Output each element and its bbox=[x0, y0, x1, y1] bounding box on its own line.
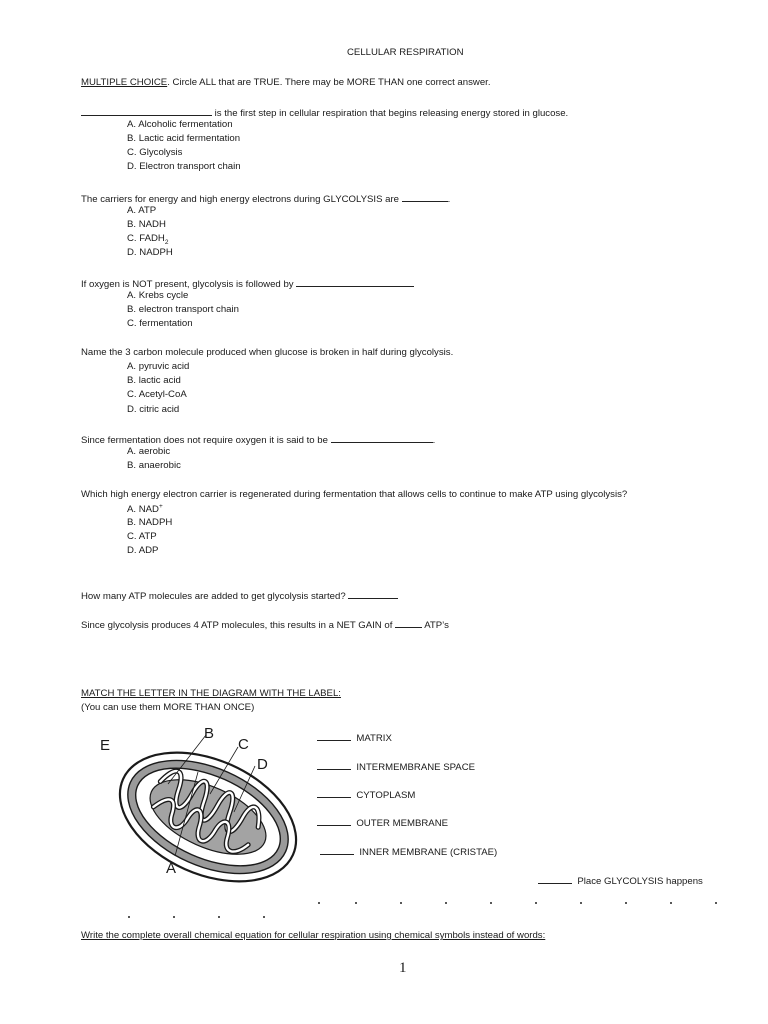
option[interactable]: B. lactic acid bbox=[127, 375, 181, 386]
answer-blank[interactable] bbox=[81, 105, 212, 116]
question-5 bbox=[81, 432, 435, 446]
separator-dot bbox=[670, 902, 672, 904]
answer-blank[interactable] bbox=[348, 588, 398, 599]
option[interactable]: C. ATP bbox=[127, 531, 157, 542]
separator-dot bbox=[173, 916, 175, 918]
option[interactable]: B. anaerobic bbox=[127, 460, 181, 471]
answer-blank[interactable] bbox=[320, 844, 354, 855]
option[interactable]: A. Alcoholic fermentation bbox=[127, 119, 233, 130]
answer-blank[interactable] bbox=[317, 759, 351, 770]
match-row bbox=[320, 844, 497, 858]
match-row bbox=[317, 815, 448, 829]
answer-blank[interactable] bbox=[317, 787, 351, 798]
match-label: INTERMEMBRANE SPACE bbox=[356, 762, 476, 773]
answer-blank[interactable] bbox=[317, 815, 351, 826]
match-row-glycolysis bbox=[538, 873, 703, 887]
answer-blank[interactable] bbox=[538, 873, 572, 884]
question-text: The carriers for energy and high energy electrons during GLYCOLYSIS are bbox=[81, 194, 402, 205]
option[interactable]: A. aerobic bbox=[127, 446, 171, 457]
answer-blank[interactable] bbox=[331, 432, 433, 443]
question-text: is the first step in cellular respiration that begins releasing energy stored in glucose. bbox=[212, 108, 569, 119]
question-1 bbox=[81, 105, 568, 119]
superscript: + bbox=[159, 503, 163, 510]
option[interactable]: C. Acetyl-CoA bbox=[127, 389, 187, 400]
short-question-1 bbox=[81, 588, 398, 602]
instructions bbox=[81, 77, 490, 88]
question-4: Name the 3 carbon molecule produced when glucose is broken in half during glycolysis. bbox=[81, 347, 454, 358]
question-6: Which high energy electron carrier is regenerated during fermentation that allows cells to continue to make ATP using glycolysis? bbox=[81, 489, 628, 500]
separator-dot bbox=[128, 916, 130, 918]
option-text: A. NAD bbox=[127, 504, 159, 516]
option[interactable]: D. NADPH bbox=[127, 247, 173, 258]
separator-dot bbox=[715, 902, 717, 904]
matching-subheading: (You can use them MORE THAN ONCE) bbox=[81, 702, 255, 713]
question-text-end: ATP’s bbox=[422, 620, 449, 631]
option[interactable] bbox=[127, 503, 163, 515]
separator-dot bbox=[263, 916, 265, 918]
separator-dot bbox=[400, 902, 402, 904]
option[interactable]: C. fermentation bbox=[127, 318, 193, 329]
matching-heading: MATCH THE LETTER IN THE DIAGRAM WITH THE LABEL: bbox=[81, 688, 341, 699]
option[interactable]: D. citric acid bbox=[127, 404, 180, 415]
page-number: 1 bbox=[399, 960, 407, 976]
separator-dot bbox=[625, 902, 627, 904]
answer-blank[interactable] bbox=[402, 191, 448, 202]
separator-dot bbox=[218, 916, 220, 918]
match-label: INNER MEMBRANE (CRISTAE) bbox=[359, 847, 498, 858]
diagram-letter-d: D bbox=[257, 756, 268, 773]
separator-dot bbox=[445, 902, 447, 904]
question-3 bbox=[81, 276, 414, 290]
subscript: 2 bbox=[164, 238, 169, 246]
option[interactable]: A. Krebs cycle bbox=[127, 290, 189, 301]
option[interactable]: B. NADH bbox=[127, 219, 166, 230]
separator-dot bbox=[355, 902, 357, 904]
question-2 bbox=[81, 191, 450, 205]
separator-dot bbox=[490, 902, 492, 904]
answer-blank[interactable] bbox=[395, 617, 422, 628]
match-label: Place GLYCOLYSIS happens bbox=[577, 876, 703, 887]
page-title: CELLULAR RESPIRATION bbox=[347, 47, 464, 58]
diagram-letter-e: E bbox=[100, 737, 111, 754]
option[interactable] bbox=[127, 233, 168, 246]
question-text: Since fermentation does not require oxygen it is said to be bbox=[81, 435, 331, 446]
match-label: OUTER MEMBRANE bbox=[356, 818, 449, 829]
mitochondrion-diagram bbox=[98, 722, 304, 902]
option[interactable]: B. NADPH bbox=[127, 517, 173, 528]
answer-blank[interactable] bbox=[296, 276, 414, 287]
diagram-letter-a: A bbox=[166, 860, 177, 877]
option[interactable]: B. electron transport chain bbox=[127, 304, 239, 315]
instructions-label: MULTIPLE CHOICE bbox=[81, 77, 168, 88]
question-text: If oxygen is NOT present, glycolysis is followed by bbox=[81, 279, 297, 290]
diagram-letter-b: B bbox=[204, 725, 215, 742]
separator-dot bbox=[318, 902, 320, 904]
match-row bbox=[317, 730, 392, 744]
option[interactable]: D. Electron transport chain bbox=[127, 161, 241, 172]
option[interactable]: A. ATP bbox=[127, 205, 157, 216]
short-question-2 bbox=[81, 617, 449, 631]
match-label: MATRIX bbox=[356, 733, 392, 744]
question-text: How many ATP molecules are added to get glycolysis started? bbox=[81, 591, 349, 602]
separator-dot bbox=[535, 902, 537, 904]
question-text-end: . bbox=[447, 194, 451, 205]
diagram-letter-c: C bbox=[238, 736, 249, 753]
separator-dot bbox=[580, 902, 582, 904]
option-text: C. FADH bbox=[127, 233, 165, 244]
equation-prompt: Write the complete overall chemical equation for cellular respiration using chemical symbols instead of words: bbox=[81, 930, 546, 941]
match-label: CYTOPLASM bbox=[356, 790, 416, 801]
question-text-end: . bbox=[432, 435, 436, 446]
option[interactable]: D. ADP bbox=[127, 545, 159, 556]
question-text: Since glycolysis produces 4 ATP molecules, this results in a NET GAIN of bbox=[81, 620, 396, 631]
match-row bbox=[317, 759, 475, 773]
option[interactable]: A. pyruvic acid bbox=[127, 361, 190, 372]
match-row bbox=[317, 787, 415, 801]
option[interactable]: C. Glycolysis bbox=[127, 147, 183, 158]
answer-blank[interactable] bbox=[317, 730, 351, 741]
option[interactable]: B. Lactic acid fermentation bbox=[127, 133, 241, 144]
instructions-text: . Circle ALL that are TRUE. There may be MORE THAN one correct answer. bbox=[167, 77, 491, 88]
